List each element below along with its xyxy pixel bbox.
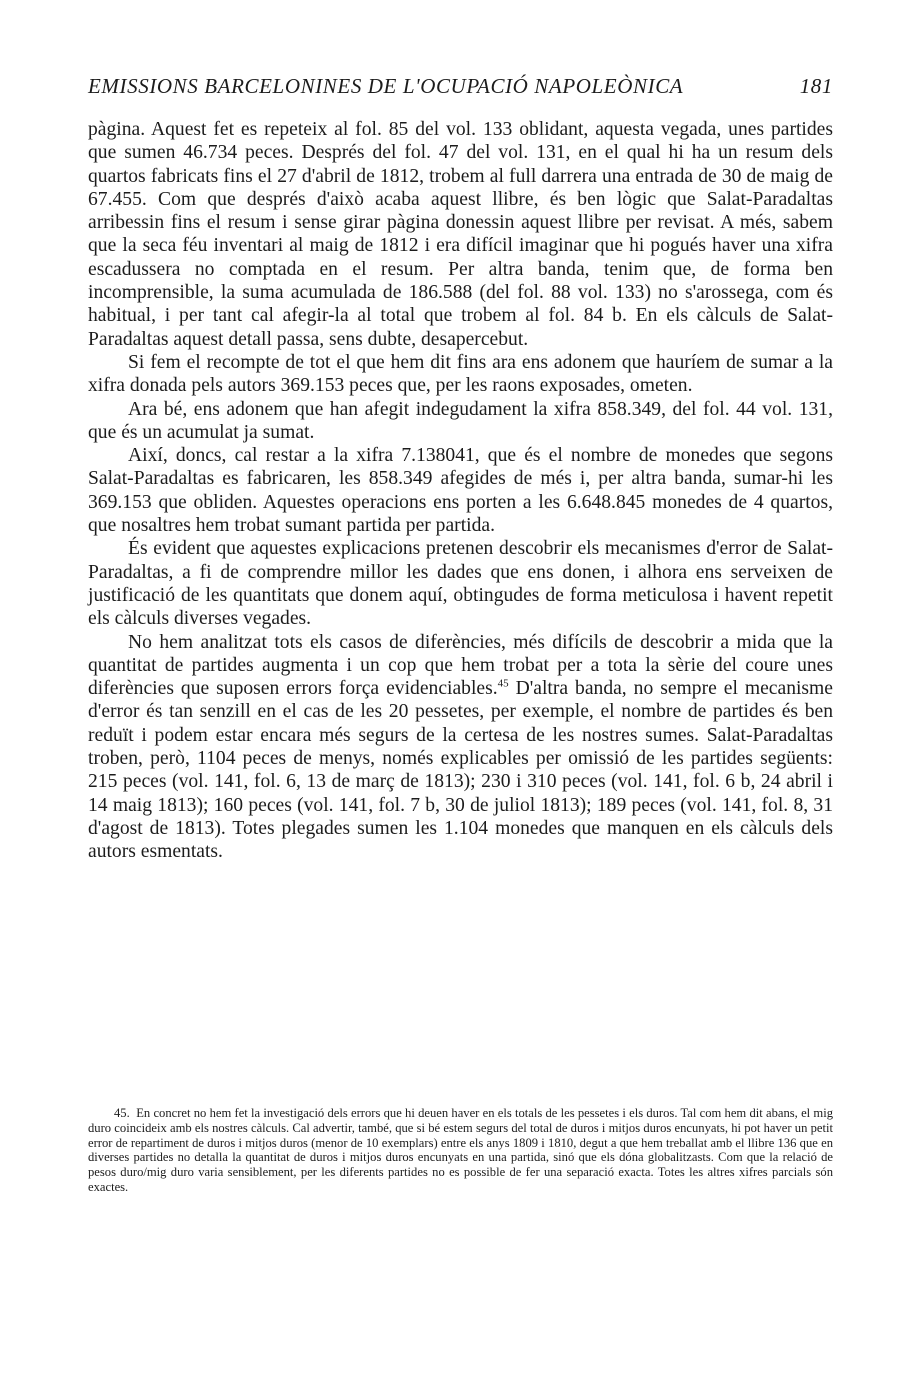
footnote-number: 45. bbox=[114, 1106, 130, 1120]
running-header bbox=[88, 74, 833, 99]
paragraph-6 bbox=[88, 631, 833, 864]
running-title: EMISSIONS BARCELONINES DE L'OCUPACIÓ NAPOLEÒNICA bbox=[88, 74, 684, 98]
footnote-reference[interactable]: 45 bbox=[497, 677, 509, 690]
paragraph-5: És evident que aquestes explicacions pretenen descobrir els mecanismes d'error de Salat-Paradaltas, a fi de comprendre millor les dades que ens donen, i alhora ens serveixen de justificació de les quantitats que donem aquí, obtingudes de forma meticulosa i havent repetit els càlculs diverses vegades. bbox=[88, 538, 833, 630]
paragraph-1: pàgina. Aquest fet es repeteix al fol. 85 del vol. 133 oblidant, aquesta vegada, unes partides que sumen 46.734 peces. Després del fol. 47 del vol. 131, en el qual hi ha un resum dels quartos fabricats fins el 27 d'abril de 1812, trobem al full darrera una entrada de 30 de maig de 67.455. Com que després d'això acaba aquest llibre, és ben lògic que Salat-Paradaltas arribessin fins el resum i sense girar pàgina donessin aquest llibre per revisat. A més, sabem que la seca féu inventari al maig de 1812 i era difícil imaginar que hi pogués haver una xifra escadussera no comptada en el resum. Per altra banda, tenim que, de forma ben incomprensible, la suma acumulada de 186.588 (del fol. 88 vol. 133) no s'arossega, com és habitual, i per tant cal afegir-la al total que trobem al fol. 84 b. En els càlculs de Salat-Paradaltas aquest detall passa, sens dubte, desapercebut. bbox=[88, 119, 833, 350]
footnote-45 bbox=[88, 1106, 833, 1195]
paragraph-6-part-b: D'altra banda, no sempre el mecanisme d'error és tan senzill en el cas de les 20 pessetes, per exemple, el nombre de partides és ben reduït i podem estar encara més segurs de la certesa de les nostres sumes. Salat-Paradaltas troben, però, 1104 peces de menys, només explicables per omissió de les partides següents: 215 peces (vol. 141, fol. 6, 13 de març de 1813); 230 i 310 peces (vol. 141, fol. 6 b, 24 abril i 14 maig 1813); 160 peces (vol. 141, fol. 7 b, 30 de juliol 1813); 189 peces (vol. 141, fol. 8, 31 d'agost de 1813). Totes plegades sumen les 1.104 monedes que manquen en els càlculs dels autors esmentats. bbox=[88, 678, 833, 863]
paragraph-3: Ara bé, ens adonem que han afegit indegudament la xifra 858.349, del fol. 44 vol. 131, que és un acumulat ja sumat. bbox=[88, 398, 833, 443]
paragraph-4: Així, doncs, cal restar a la xifra 7.138041, que és el nombre de monedes que segons Salat-Paradaltas es fabricaren, les 858.349 afegides de més i, per altra banda, sumar-hi les 369.153 que obliden. Aquestes operacions ens porten a les 6.648.845 monedes de 4 quartos, que nosaltres hem trobat sumant partida per partida. bbox=[88, 445, 833, 537]
footnote-text: En concret no hem fet la investigació dels errors que hi deuen haver en els totals de les pessetes i els duros. Tal com hem dit abans, el mig duro coincideix amb els nostres càlculs. Cal advertir, també, que si bé estem segurs del total de duros i mitjos duros encunyats, hi pot haver un petit error de repartiment de duros i mitjos duros (menor de 10 exemplars) entre els anys 1809 i 1810, degut a que hem treballat amb el llibre 136 que en diverses partides no detalla la quantitat de duros i mitjos duros encunyats en una partida, sinó que els dóna globalitzasts. Com que la relació de pesos duro/mig duro varia sensiblement, per les diferents partides no es possible de fer una separació exacta. Totes les altres xifres parcials són exactes. bbox=[88, 1106, 833, 1194]
paragraph-6-part-a: No hem analitzat tots els casos de diferències, més difícils de descobrir a mida que la quantitat de partides augmenta i un cop que hem trobat per a tota la sèrie del coure unes diferències que suposen errors força evidenciables. bbox=[88, 631, 833, 700]
body-text bbox=[88, 118, 833, 864]
paragraph-2: Si fem el recompte de tot el que hem dit fins ara ens adonem que hauríem de sumar a la xifra donada pels autors 369.153 peces que, per les raons exposades, ometen. bbox=[88, 351, 833, 397]
page-number: 181 bbox=[799, 74, 833, 98]
footnote bbox=[88, 1106, 833, 1195]
